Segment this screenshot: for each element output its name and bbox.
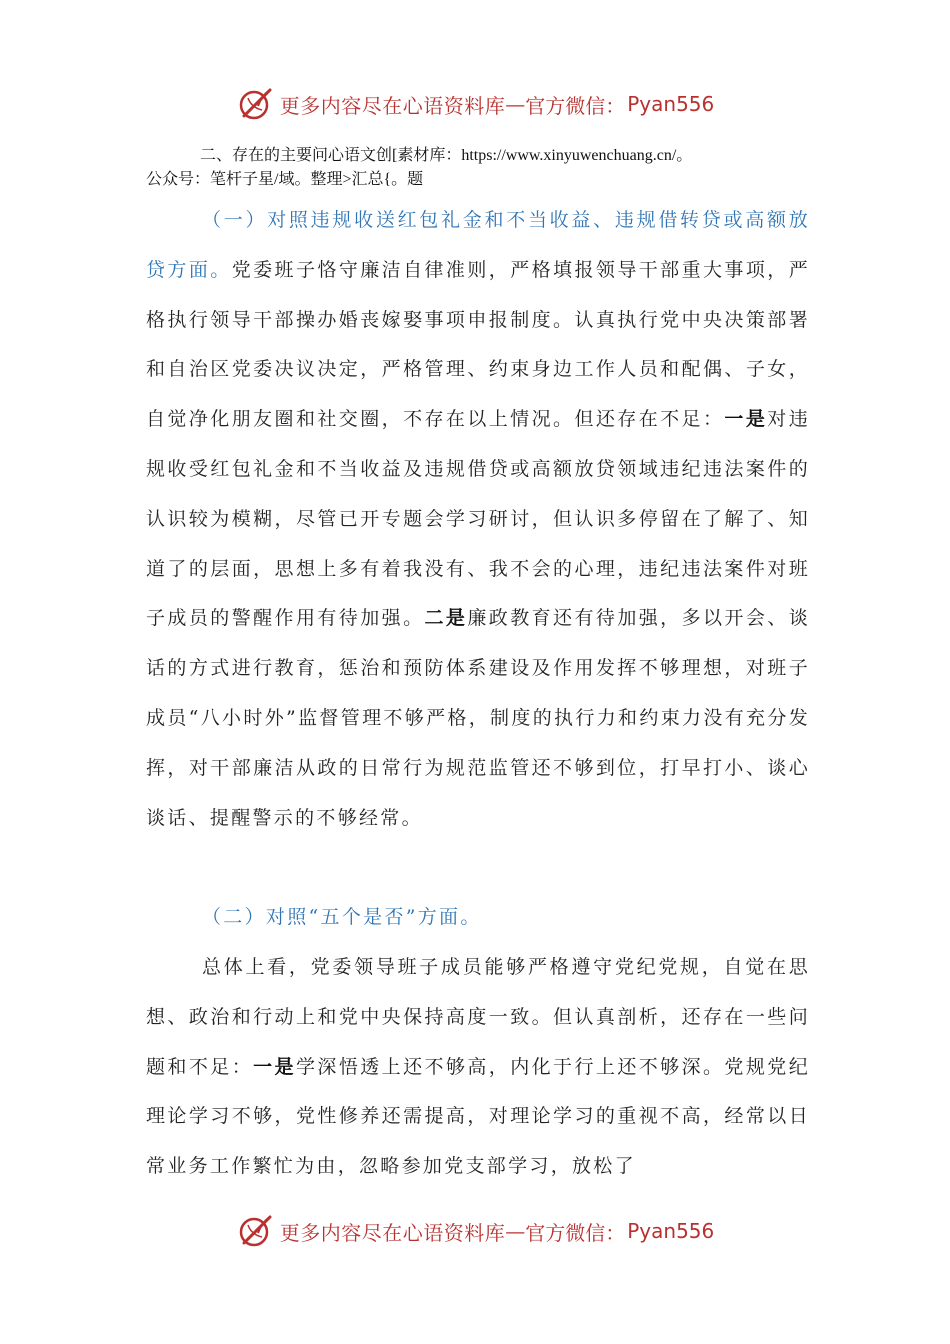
watermark-separator: — (505, 1219, 526, 1243)
watermark-wechat-label: 官方微信： (525, 1220, 626, 1245)
section-2-text-1: 总体上看，党委领导班子成员能够严格遵守党纪党规，自觉在思想、政治和行动上和党中央保持高度一致。但认真剖析，还存在一些问题和不足： (146, 956, 810, 1078)
section-1-text-1: 党委班子恪守廉洁自律准则，严格填报领导干部重大事项，严格执行领导干部操办婚丧嫁娶事项申报制度。认真执行党中央决策部署和自治区党委决议决定，严格管理、约束身边工作人员和配偶、子女，自觉净化朋友圈和社交圈，不存在以上情况。但还存在不足： (146, 258, 811, 431)
watermark-wechat-id: Pyan556 (627, 1219, 715, 1243)
quill-logo-icon (236, 86, 276, 122)
section-1-text-2: 对违规收受红包礼金和不当收益及违规借贷或高额放贷领域违纪违法案件的认识较为模糊，尽管已开专题会学习研讨，但认识多停留在了解了、知道了的层面，思想上多有着我没有、我不会的心理，违纪违法案件对班子成员的警醒作用有待加强。 (146, 408, 810, 630)
section-1-point-2-marker: 二是 (424, 607, 468, 630)
section-2-point-1-marker: 一是 (253, 1055, 296, 1078)
section-1-text-3: 廉政教育还有待加强，多以开会、谈话的方式进行教育，惩治和预防体系建设及作用发挥不够理想，对班子成员“八小时外”监督管理不够严格，制度的执行力和约束力没有充分发挥，对干部廉洁从政的日常行为规范监管还不够到位，打早打小、谈心谈话、提醒警示的不够经常。 (146, 607, 810, 829)
watermark-text: 更多内容尽在心语资料库 (279, 1220, 506, 1245)
watermark-banner-bottom (0, 1211, 950, 1251)
section-1-point-1-marker: 一是 (724, 408, 768, 431)
paragraph-section-1 (146, 196, 810, 843)
watermark-wechat-id: Pyan556 (627, 92, 715, 116)
watermark-wechat-label: 官方微信： (525, 93, 626, 118)
paragraph-section-2-title (146, 893, 810, 943)
section-2-text-2: 学深悟透上还不够高，内化于行上还不够深。党规党纪理论学习不够，党性修养还需提高，对理论学习的重视不高，经常以日常业务工作繁忙为由，忽略参加党支部学习，放松了 (146, 1055, 811, 1178)
watermark-banner-top (0, 84, 950, 124)
watermark-text: 更多内容尽在心语资料库 (279, 93, 506, 118)
heading-line-1: 二、存在的主要问心语文创[素材库：https://www.xinyuwenchuang.cn/。 (200, 147, 693, 164)
quill-logo-icon (236, 1213, 276, 1249)
section-heading (146, 144, 806, 192)
heading-line-2: 公众号：笔杆子星/域。整理>汇总{。题 (146, 171, 424, 188)
section-2-title: （二）对照“五个是否”方面。 (202, 906, 482, 928)
watermark-separator: — (505, 92, 526, 116)
section-1-title: （一）对照违规收送红包礼金和不当收益、违规借转贷或高额放贷方面。 (146, 209, 810, 281)
paragraph-section-2-body (146, 943, 810, 1192)
